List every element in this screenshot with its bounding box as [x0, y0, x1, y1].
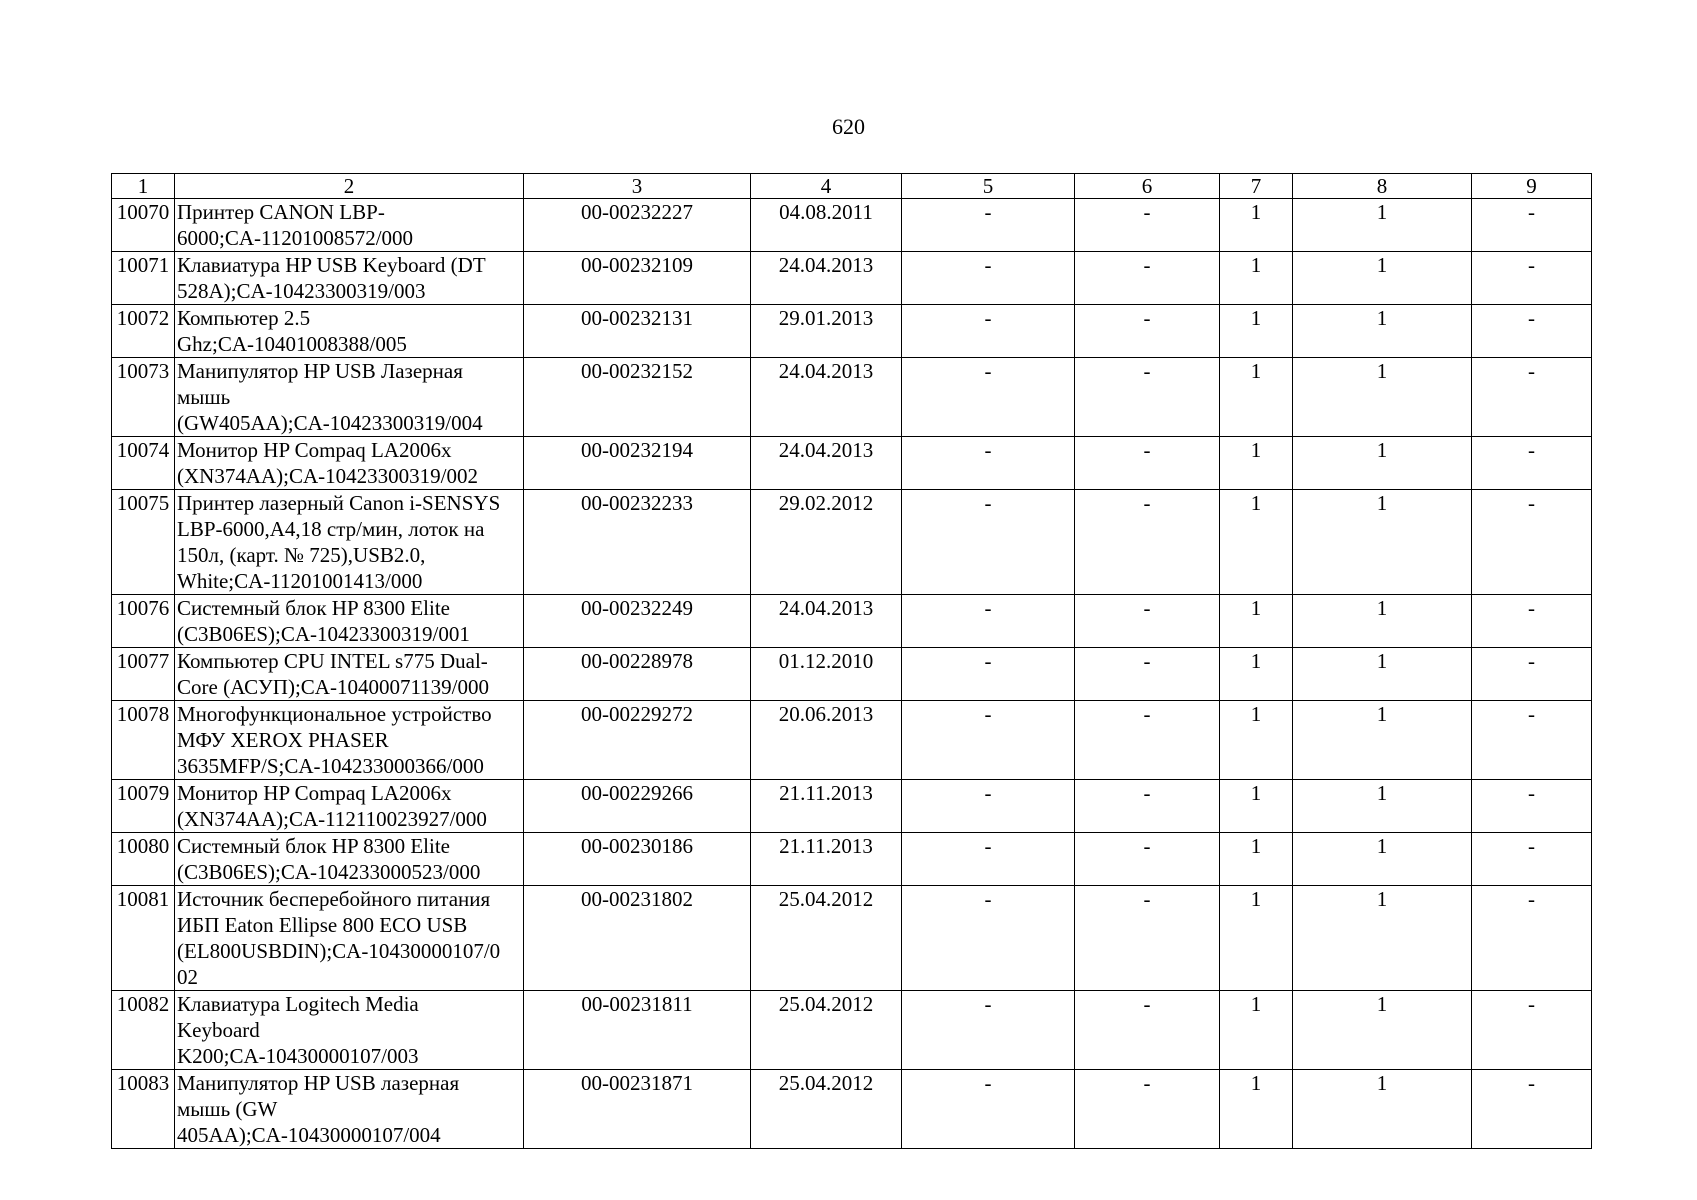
column-6-cell: -: [1075, 991, 1220, 1070]
item-name-line: МФУ XEROX PHASER: [177, 728, 389, 752]
item-name-line: Монитор HP Compaq LA2006x: [177, 781, 452, 805]
date-cell: 25.04.2012: [751, 991, 902, 1070]
column-9-cell: -: [1472, 991, 1592, 1070]
column-9-cell: -: [1472, 358, 1592, 437]
inventory-code-cell: 00-00232249: [524, 595, 751, 648]
item-name-line: Принтер CANON LBP-: [177, 200, 385, 224]
item-name-cell: [175, 833, 524, 886]
column-8-cell: 1: [1293, 490, 1472, 595]
column-9-cell: -: [1472, 490, 1592, 595]
column-5-cell: -: [902, 305, 1075, 358]
item-name-line: Keyboard: [177, 1018, 260, 1042]
item-name-cell: [175, 437, 524, 490]
date-cell: 21.11.2013: [751, 833, 902, 886]
column-5-cell: -: [902, 780, 1075, 833]
column-9-cell: -: [1472, 780, 1592, 833]
column-6-cell: -: [1075, 199, 1220, 252]
column-7-cell: 1: [1220, 595, 1293, 648]
table-row: [112, 252, 1592, 305]
item-name-line: Многофункциональное устройство: [177, 702, 492, 726]
item-name-cell: [175, 648, 524, 701]
column-8-cell: 1: [1293, 305, 1472, 358]
column-5-cell: -: [902, 490, 1075, 595]
column-8-cell: 1: [1293, 1070, 1472, 1149]
item-name-line: (XN374AA);CA-112110023927/000: [177, 807, 487, 831]
column-8-cell: 1: [1293, 199, 1472, 252]
column-7-cell: 1: [1220, 833, 1293, 886]
column-5-cell: -: [902, 437, 1075, 490]
table-row: [112, 1070, 1592, 1149]
column-6-cell: -: [1075, 886, 1220, 991]
item-name-line: White;CA-11201001413/000: [177, 569, 423, 593]
column-6-cell: -: [1075, 780, 1220, 833]
column-9-cell: -: [1472, 648, 1592, 701]
column-7-cell: 1: [1220, 437, 1293, 490]
table-row: [112, 358, 1592, 437]
date-cell: 24.04.2013: [751, 437, 902, 490]
column-5-cell: -: [902, 595, 1075, 648]
column-9-cell: -: [1472, 886, 1592, 991]
inventory-code-cell: 00-00232131: [524, 305, 751, 358]
item-name-cell: [175, 358, 524, 437]
column-7-cell: 1: [1220, 780, 1293, 833]
item-name-cell: [175, 1070, 524, 1149]
date-cell: 21.11.2013: [751, 780, 902, 833]
inventory-code-cell: 00-00231802: [524, 886, 751, 991]
item-name-line: Манипулятор HP USB лазерная: [177, 1071, 460, 1095]
item-name-cell: [175, 305, 524, 358]
row-number-cell: 10075: [112, 490, 175, 595]
column-9-cell: -: [1472, 701, 1592, 780]
column-5-cell: -: [902, 252, 1075, 305]
table-row: [112, 991, 1592, 1070]
item-name-line: 528A);CA-10423300319/003: [177, 279, 426, 303]
column-5-cell: -: [902, 991, 1075, 1070]
date-cell: 04.08.2011: [751, 199, 902, 252]
column-7-cell: 1: [1220, 305, 1293, 358]
item-name-cell: [175, 780, 524, 833]
inventory-code-cell: 00-00229266: [524, 780, 751, 833]
inventory-code-cell: 00-00232227: [524, 199, 751, 252]
item-name-line: Клавиатура Logitech Media: [177, 992, 419, 1016]
column-9-cell: -: [1472, 199, 1592, 252]
table-row: [112, 595, 1592, 648]
item-name-line: Компьютер CPU INTEL s775 Dual-: [177, 649, 488, 673]
table-row: [112, 886, 1592, 991]
table-row: [112, 199, 1592, 252]
column-9-cell: -: [1472, 1070, 1592, 1149]
item-name-line: K200;CA-10430000107/003: [177, 1044, 419, 1068]
date-cell: 01.12.2010: [751, 648, 902, 701]
row-number-cell: 10070: [112, 199, 175, 252]
column-6-cell: -: [1075, 437, 1220, 490]
column-5-cell: -: [902, 648, 1075, 701]
date-cell: 24.04.2013: [751, 595, 902, 648]
column-7-cell: 1: [1220, 701, 1293, 780]
inventory-code-cell: 00-00232152: [524, 358, 751, 437]
column-6-cell: -: [1075, 833, 1220, 886]
column-6-cell: -: [1075, 595, 1220, 648]
column-8-cell: 1: [1293, 991, 1472, 1070]
row-number-cell: 10074: [112, 437, 175, 490]
item-name-line: мышь (GW: [177, 1097, 278, 1121]
inventory-code-cell: 00-00231811: [524, 991, 751, 1070]
page-number: 620: [832, 114, 865, 139]
column-7-cell: 1: [1220, 199, 1293, 252]
item-name-line: (EL800USBDIN);CA-10430000107/0: [177, 939, 501, 963]
column-6-cell: -: [1075, 701, 1220, 780]
row-number-cell: 10082: [112, 991, 175, 1070]
table-row: [112, 833, 1592, 886]
column-7-cell: 1: [1220, 991, 1293, 1070]
date-cell: 29.01.2013: [751, 305, 902, 358]
inventory-code-cell: 00-00232109: [524, 252, 751, 305]
item-name-cell: [175, 199, 524, 252]
column-header-1: 1: [112, 174, 175, 199]
date-cell: 20.06.2013: [751, 701, 902, 780]
column-6-cell: -: [1075, 305, 1220, 358]
column-header-5: 5: [902, 174, 1075, 199]
column-7-cell: 1: [1220, 252, 1293, 305]
column-8-cell: 1: [1293, 833, 1472, 886]
item-name-cell: [175, 991, 524, 1070]
row-number-cell: 10081: [112, 886, 175, 991]
table-row: [112, 437, 1592, 490]
item-name-line: Системный блок HP 8300 Elite: [177, 596, 450, 620]
column-5-cell: -: [902, 886, 1075, 991]
item-name-line: Источник бесперебойного питания: [177, 887, 491, 911]
item-name-line: Core (АСУП);CA-10400071139/000: [177, 675, 489, 699]
item-name-line: 02: [177, 965, 198, 989]
item-name-line: Компьютер 2.5: [177, 306, 311, 330]
item-name-line: Принтер лазерный Canon i-SENSYS: [177, 491, 501, 515]
item-name-line: Манипулятор HP USB Лазерная: [177, 359, 463, 383]
item-name-line: 405AA);CA-10430000107/004: [177, 1123, 441, 1147]
inventory-code-cell: 00-00232194: [524, 437, 751, 490]
item-name-line: Ghz;CA-10401008388/005: [177, 332, 407, 356]
column-9-cell: -: [1472, 252, 1592, 305]
inventory-code-cell: 00-00228978: [524, 648, 751, 701]
date-cell: 24.04.2013: [751, 252, 902, 305]
item-name-line: 150л, (карт. № 725),USB2.0,: [177, 543, 426, 567]
item-name-line: (C3B06ES);CA-10423300319/001: [177, 622, 470, 646]
inventory-code-cell: 00-00232233: [524, 490, 751, 595]
column-8-cell: 1: [1293, 358, 1472, 437]
row-number-cell: 10080: [112, 833, 175, 886]
column-9-cell: -: [1472, 595, 1592, 648]
item-name-line: (XN374AA);CA-10423300319/002: [177, 464, 478, 488]
item-name-line: Системный блок HP 8300 Elite: [177, 834, 450, 858]
column-6-cell: -: [1075, 490, 1220, 595]
row-number-cell: 10073: [112, 358, 175, 437]
column-9-cell: -: [1472, 305, 1592, 358]
column-8-cell: 1: [1293, 886, 1472, 991]
column-8-cell: 1: [1293, 252, 1472, 305]
inventory-code-cell: 00-00231871: [524, 1070, 751, 1149]
item-name-line: (GW405AA);CA-10423300319/004: [177, 411, 483, 435]
column-8-cell: 1: [1293, 701, 1472, 780]
column-7-cell: 1: [1220, 886, 1293, 991]
item-name-line: 6000;CA-11201008572/000: [177, 226, 414, 250]
item-name-cell: [175, 701, 524, 780]
column-header-7: 7: [1220, 174, 1293, 199]
column-7-cell: 1: [1220, 648, 1293, 701]
column-9-cell: -: [1472, 833, 1592, 886]
inventory-table: [111, 173, 1592, 1149]
inventory-code-cell: 00-00230186: [524, 833, 751, 886]
column-header-3: 3: [524, 174, 751, 199]
column-5-cell: -: [902, 1070, 1075, 1149]
column-5-cell: -: [902, 199, 1075, 252]
column-6-cell: -: [1075, 252, 1220, 305]
row-number-cell: 10083: [112, 1070, 175, 1149]
inventory-code-cell: 00-00229272: [524, 701, 751, 780]
column-5-cell: -: [902, 833, 1075, 886]
column-6-cell: -: [1075, 1070, 1220, 1149]
column-7-cell: 1: [1220, 490, 1293, 595]
date-cell: 29.02.2012: [751, 490, 902, 595]
row-number-cell: 10078: [112, 701, 175, 780]
item-name-line: (C3B06ES);CA-104233000523/000: [177, 860, 481, 884]
item-name-line: LBP-6000,A4,18 стр/мин, лоток на: [177, 517, 485, 541]
table-row: [112, 701, 1592, 780]
column-7-cell: 1: [1220, 1070, 1293, 1149]
column-6-cell: -: [1075, 648, 1220, 701]
column-header-4: 4: [751, 174, 902, 199]
column-header-2: 2: [175, 174, 524, 199]
column-5-cell: -: [902, 358, 1075, 437]
column-6-cell: -: [1075, 358, 1220, 437]
date-cell: 25.04.2012: [751, 886, 902, 991]
column-8-cell: 1: [1293, 595, 1472, 648]
row-number-cell: 10076: [112, 595, 175, 648]
row-number-cell: 10077: [112, 648, 175, 701]
table-row: [112, 490, 1592, 595]
table-header-row: [112, 174, 1592, 199]
column-header-8: 8: [1293, 174, 1472, 199]
item-name-line: ИБП Eaton Ellipse 800 ECO USB: [177, 913, 468, 937]
column-8-cell: 1: [1293, 648, 1472, 701]
row-number-cell: 10079: [112, 780, 175, 833]
column-header-9: 9: [1472, 174, 1592, 199]
item-name-line: Клавиатура HP USB Keyboard (DT: [177, 253, 486, 277]
item-name-line: мышь: [177, 385, 231, 409]
column-5-cell: -: [902, 701, 1075, 780]
item-name-line: 3635MFP/S;CA-104233000366/000: [177, 754, 484, 778]
column-9-cell: -: [1472, 437, 1592, 490]
item-name-cell: [175, 886, 524, 991]
column-header-6: 6: [1075, 174, 1220, 199]
column-8-cell: 1: [1293, 780, 1472, 833]
date-cell: 25.04.2012: [751, 1070, 902, 1149]
table-body: [112, 199, 1592, 1149]
item-name-line: Монитор HP Compaq LA2006x: [177, 438, 452, 462]
column-7-cell: 1: [1220, 358, 1293, 437]
table-row: [112, 780, 1592, 833]
row-number-cell: 10072: [112, 305, 175, 358]
item-name-cell: [175, 595, 524, 648]
item-name-cell: [175, 490, 524, 595]
column-8-cell: 1: [1293, 437, 1472, 490]
table-row: [112, 305, 1592, 358]
date-cell: 24.04.2013: [751, 358, 902, 437]
item-name-cell: [175, 252, 524, 305]
row-number-cell: 10071: [112, 252, 175, 305]
table-row: [112, 648, 1592, 701]
